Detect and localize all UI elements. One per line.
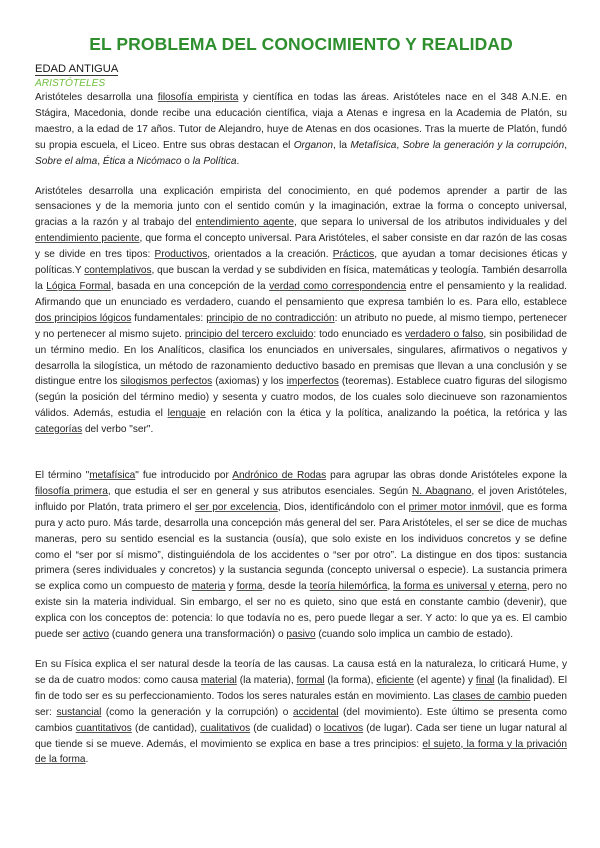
underlined-term: Lógica Formal: [46, 280, 111, 292]
text-run: , orientados a la creación.: [207, 249, 333, 261]
text-run: (teoremas). Establece cuatro figuras del silogismo (según la posición del término medio) y sesenta y cuatro modos, de los cuales solo diecinueve son razonamientos válidos. Además, estudia el: [35, 376, 567, 420]
text-run: (de lugar). Cada ser tiene un lugar natural al que tiende si se mueve. Además, el movimiento se explica en base a tres principios:: [35, 722, 567, 750]
text-run: , pero no existe sin la materia individual. Sin embargo, el ser no es quieto, sino que está en constante cambio (devenir), que explica con los conceptos de: potencia: lo que todavía no es, pero puede llegar a ser. Y acto: lo que ya es. El cambio puede ser: [35, 581, 568, 641]
work-title: Sobre la generación y la corrupción: [402, 139, 565, 151]
underlined-term: activo: [82, 629, 110, 641]
text-run: ,: [97, 155, 103, 167]
text-run: (la finalidad). El fin de todo ser es su perfeccionamiento. Todos los seres naturales están en movimiento. Las: [35, 674, 567, 702]
section-heading: EDAD ANTIGUA: [35, 63, 119, 75]
text-run: " fue introducido por: [135, 470, 233, 482]
text-run: entre el pensamiento y la realidad. Afirmando que un enunciado es verdadero, cuando el pensamiento que expresa también lo es. Para ello, establece: [35, 280, 567, 308]
underlined-term: metafísica: [89, 470, 136, 482]
underlined-term: N. Abagnano: [411, 485, 472, 497]
underlined-term: el sujeto, la forma y la privación de la forma: [35, 738, 567, 766]
text-run: Aristóteles desarrolla una: [35, 92, 158, 103]
text-run: (la forma),: [324, 674, 377, 686]
paragraph-spacer: [35, 438, 567, 468]
author-subheading: ARISTÓTELES: [35, 78, 106, 89]
underlined-term: entendimiento paciente: [35, 233, 140, 245]
text-run: : un atributo no puede, al mismo tiempo, pertenecer y no pertenecer al mismo sujeto.: [35, 312, 567, 340]
text-run: En su Física explica el ser natural desde la teoría de las causas. La causa está en la naturaleza, lo criticará Hume, y se da de cuatro modos: como causa: [35, 659, 567, 686]
paragraph-metaphysics: [35, 468, 567, 643]
underlined-term: formal: [296, 674, 325, 686]
work-title: Organon: [293, 139, 333, 151]
underlined-term: pasivo: [286, 629, 316, 641]
work-title: la Política: [192, 155, 237, 167]
underlined-term: categorías: [35, 424, 83, 436]
underlined-term: lenguaje: [167, 408, 206, 420]
paragraph-knowledge-logic: [35, 184, 567, 439]
underlined-term: primer motor inmóvil: [408, 501, 502, 513]
text-run: , el joven Aristóteles, influido por Platón, trata primero el: [35, 485, 568, 513]
underlined-term: final: [475, 674, 495, 686]
underlined-term: Productivos: [154, 249, 208, 261]
text-run: .: [236, 155, 240, 167]
underlined-term: material: [200, 674, 237, 686]
text-run: : todo enunciado es: [313, 328, 406, 340]
underlined-term: eficiente: [376, 674, 414, 686]
text-run: , sin posibilidad de un término medio. En los Analíticos, clasifica los enunciados en universales, singulares, afirmativos o negativos y desarrolla la silogística, un método de razonamiento deductivo basado en premisas que llevan a una conclusión y se distingue entre los: [35, 328, 568, 388]
underlined-term: la forma es universal y eterna: [393, 581, 527, 593]
text-run: del verbo "ser".: [82, 424, 154, 436]
underlined-term: entendimiento agente: [195, 217, 294, 229]
text-run: Aristóteles desarrolla una explicación empirista del conocimiento, en qué podemos aprender a partir de las sensaciones y de la memoria junto con el sentido común y la imaginación, extrae la forma o concepto universal, gracias a la razón y al trabajo del: [35, 185, 567, 229]
text-run: .: [85, 754, 89, 766]
text-run: para agrupar las obras donde Aristóteles expone la: [326, 470, 567, 482]
text-run: ,: [564, 139, 568, 151]
work-title: Metafísica: [350, 139, 397, 151]
underlined-term: clases de cambio: [452, 690, 531, 702]
text-run: (cuando solo implica un cambio de estado).: [315, 629, 514, 641]
underlined-term: principio del tercero excluido: [184, 328, 314, 340]
underlined-term: teoría hilemórfica: [309, 581, 388, 593]
underlined-term: forma: [236, 581, 263, 593]
text-run: , que es forma pura y acto puro. Más tarde, desarrolla una concepción más general del ser. Para Aristóteles, el ser se dice de muchas maneras, pero su sentido esencial es la sustancia (ousía), que solo existe en los individuos concretos y se define como el “ser por sí mismo”, distinguiéndola de los accidentes o “ser por otro”. La distingue en dos tipos: sustancia primera (seres individuales y concretos) y la sustancia segunda (concepto universal o especie). La sustancia primera se explica como un compuesto de: [35, 501, 567, 593]
text-run: (la materia),: [236, 674, 297, 686]
section-heading-wrap: [35, 59, 567, 77]
text-run: (como la generación y la corrupción) o: [101, 706, 293, 718]
text-run: (el agente) y: [413, 674, 476, 686]
text-run: (de cualidad) o: [250, 722, 324, 734]
text-run: , que forma el concepto universal. Para Aristóteles, el saber consiste en dar razón de las cosas y se divide en tres tipos:: [35, 233, 567, 261]
text-run: (del movimiento). Este último se presenta como cambios: [35, 706, 567, 734]
text-run: , la: [332, 139, 351, 151]
work-title: Ética a Nicómaco: [102, 155, 182, 167]
underlined-term: cualitativos: [200, 722, 251, 734]
underlined-term: principio de no contradicción: [206, 312, 335, 324]
text-run: , que ayudan a tomar decisiones éticas y políticas.Y: [35, 249, 567, 277]
underlined-term: silogismos perfectos: [120, 376, 213, 388]
underlined-term: filosofía empirista: [157, 92, 239, 103]
text-run: , desde la: [262, 581, 310, 593]
text-run: en relación con la ética y la política, analizando la poética, la retórica y las: [205, 408, 568, 420]
text-run: , que separa lo universal de los atributos individuales y del: [293, 217, 567, 229]
text-run: o: [181, 155, 193, 167]
underlined-term: Prácticos: [332, 249, 375, 261]
text-run: , Dios, identificándolo con el: [277, 501, 409, 513]
underlined-term: Andrónico de Rodas: [232, 470, 327, 482]
paragraph-spacer: [35, 643, 567, 657]
paragraph-biography: [35, 90, 567, 170]
text-run: (de cantidad),: [131, 722, 201, 734]
underlined-term: accidental: [292, 706, 339, 718]
underlined-term: verdad como correspondencia: [269, 280, 407, 292]
text-run: fundamentales:: [131, 312, 207, 324]
underlined-term: sustancial: [56, 706, 102, 718]
underlined-term: imperfectos: [286, 376, 339, 388]
text-run: , basada en una concepción de la: [110, 280, 270, 292]
underlined-term: contemplativos: [84, 265, 152, 277]
text-run: ,: [396, 139, 403, 151]
underlined-term: dos principios lógicos: [35, 312, 132, 324]
text-run: (axiomas) y los: [212, 376, 287, 388]
work-title: Sobre el alma: [35, 155, 98, 167]
text-run: y científica en todas las áreas. Aristóteles nace en el 348 A.N.E. en Stágira, Macedonia, donde recibe una educación científica, viaja a Atenas e ingresa en la Academia de Platón, su maestro, a la edad de 17 años. Tutor de Alejandro, huye de Atenas en dos ocasiones. Tras la muerte de Platón, fundó su propia escuela, el Liceo. Entre sus obras destacan el: [35, 92, 567, 151]
text-run: (cuando genera una transformación) o: [109, 629, 287, 641]
underlined-term: cuantitativos: [75, 722, 132, 734]
underlined-term: filosofía primera: [35, 485, 108, 497]
document-title: EL PROBLEMA DEL CONOCIMIENTO Y REALIDAD: [89, 34, 513, 54]
underlined-term: locativos: [323, 722, 364, 734]
underlined-term: ser por excelencia: [194, 501, 278, 513]
underlined-term: verdadero o falso: [405, 328, 484, 340]
text-run: y: [225, 581, 237, 593]
paragraph-spacer: [35, 170, 567, 184]
text-run: , que buscan la verdad y se subdividen en física, matemáticas y teología. También desarrolla la: [35, 265, 567, 292]
text-run: ,: [387, 581, 394, 593]
text-run: El término ": [35, 470, 90, 482]
text-run: pueden ser:: [35, 690, 567, 718]
text-run: , que estudia el ser en general y sus atributos esenciales. Según: [107, 485, 412, 497]
underlined-term: materia: [191, 581, 226, 593]
paragraph-physics: [35, 657, 567, 768]
